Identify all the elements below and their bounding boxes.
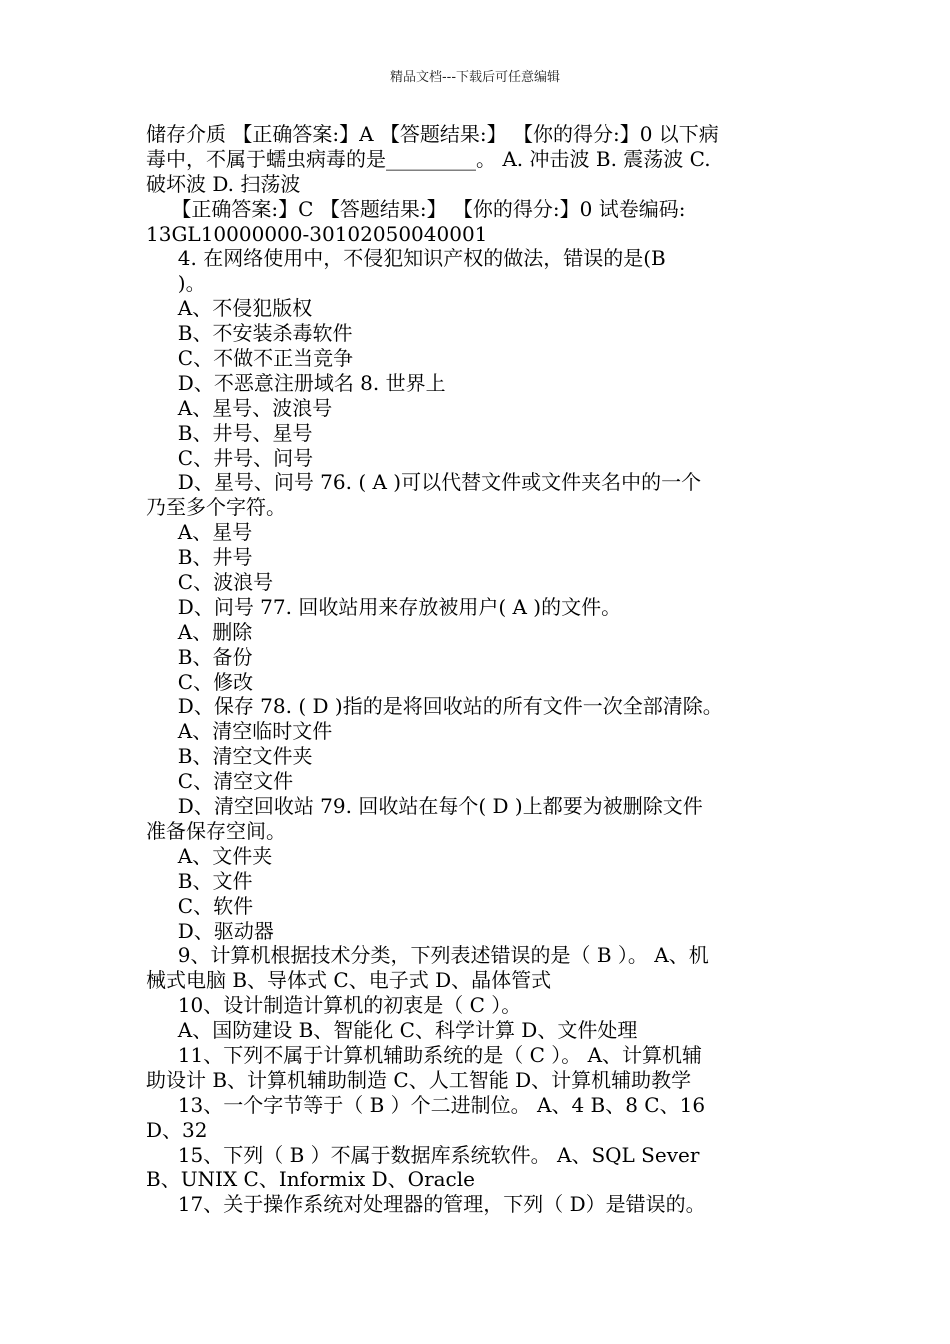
text-line: B、文件 [146,868,253,893]
text-line: C、清空文件 [146,769,294,794]
text-line: C、波浪号 [146,570,274,595]
text-line: C、修改 [146,669,254,694]
text-line: 乃至多个字符。 [146,495,286,520]
text-line: 17、关于操作系统对处理器的管理，下列（ D）是错误的。 [146,1192,706,1217]
text-line: D、不恶意注册域名 8. 世界上 [146,370,446,395]
text-line: 13、一个字节等于（ B ）个二进制位。 A、4 B、8 C、16 [146,1092,706,1117]
text-line: 准备保存空间。 [146,818,286,843]
text-line: A、不侵犯版权 [146,296,313,321]
text-line: B、UNIX C、Informix D、Oracle [146,1167,475,1192]
document-body [146,122,808,1217]
text-line: )。 [146,271,206,296]
text-line: C、不做不正当竞争 [146,346,354,371]
text-line: C、井号、问号 [146,445,314,470]
text-line: A、文件夹 [146,843,273,868]
text-line: 10、设计制造计算机的初衷是（ C ）。 [146,993,522,1018]
text-line: B、备份 [146,644,253,669]
text-line: D、32 [146,1117,208,1142]
text-line: 11、下列不属于计算机辅助系统的是（ C ）。 A、计算机辅 [146,1042,703,1067]
text-line: 13GL10000000-30102050040001 [146,221,488,246]
text-line: 15、下列（ B ）不属于数据库系统软件。 A、SQL Sever [146,1142,700,1167]
text-line: 【正确答案:】C 【答题结果:】 【你的得分:】0 试卷编码: [146,196,686,221]
text-line: 助设计 B、计算机辅助制造 C、人工智能 D、计算机辅助教学 [146,1067,692,1092]
text-line: A、星号 [146,520,253,545]
text-line: B、不安装杀毒软件 [146,321,353,346]
text-line: 储存介质 【正确答案:】A 【答题结果:】 【你的得分:】0 以下病 [146,122,719,146]
text-line: A、清空临时文件 [146,719,333,744]
text-line: A、国防建设 B、智能化 C、科学计算 D、文件处理 [146,1018,638,1043]
text-line: D、清空回收站 79. 回收站在每个( D )上都要为被删除文件 [146,794,703,819]
text-line: D、星号、问号 76. ( A )可以代替文件或文件夹名中的一个 [146,470,702,495]
text-line: A、删除 [146,619,253,644]
text-line: D、驱动器 [146,918,274,943]
text-line: 4. 在网络使用中，不侵犯知识产权的做法，错误的是(B [146,246,666,271]
text-line: A、星号、波浪号 [146,395,333,420]
text-line: 破坏波 D. 扫荡波 [146,171,301,196]
text-line: D、问号 77. 回收站用来存放被用户( A )的文件。 [146,594,622,619]
text-line: 毒中，不属于蠕虫病毒的是_________。 A. 冲击波 B. 震荡波 C. [146,146,711,171]
text-line: D、保存 78. ( D )指的是将回收站的所有文件一次全部清除。 [146,694,723,719]
text-line: B、井号 [146,545,253,570]
text-line: B、井号、星号 [146,420,313,445]
text-line: 9、计算机根据技术分类，下列表述错误的是（ B ）。 A、机 [146,943,709,968]
page-header: 精品文档---下载后可任意编辑 [389,70,561,85]
text-line: C、软件 [146,893,254,918]
text-line: B、清空文件夹 [146,744,313,769]
text-line: 械式电脑 B、导体式 C、电子式 D、晶体管式 [146,968,552,993]
